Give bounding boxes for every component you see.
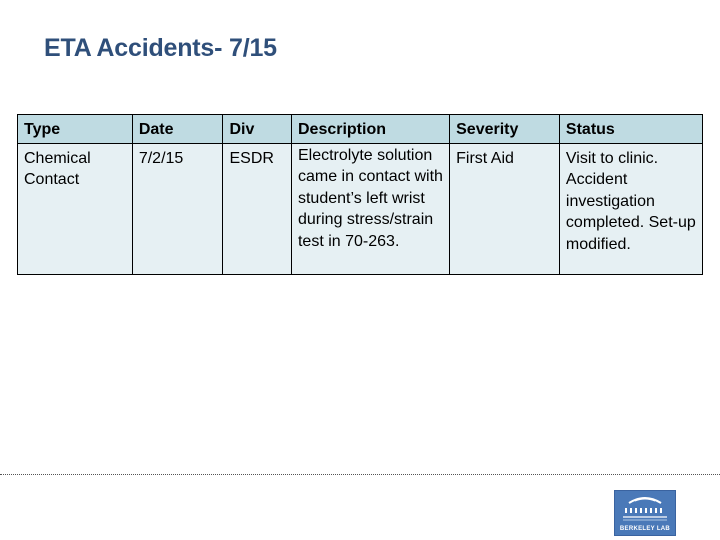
cell-severity: First Aid [450,143,560,274]
header-description: Description [291,115,449,144]
header-date: Date [132,115,223,144]
cell-type: Chemical Contact [18,143,133,274]
header-status: Status [559,115,702,144]
footer-divider [0,474,720,475]
accidents-table [17,114,703,275]
cell-description: Electrolyte solution came in contact with student’s left wrist during stress/strain test in 70-263. [291,143,449,274]
table-header-row [18,115,703,144]
page-title: ETA Accidents- 7/15 [44,34,277,62]
cell-div: ESDR [223,143,292,274]
table-row [18,143,703,274]
cell-status: Visit to clinic. Accident investigation completed. Set-up modified. [559,143,702,274]
header-severity: Severity [450,115,560,144]
berkeley-lab-logo [614,490,676,536]
header-type: Type [18,115,133,144]
cell-date: 7/2/15 [132,143,223,274]
logo-text: BERKELEY LAB [619,526,671,532]
header-div: Div [223,115,292,144]
